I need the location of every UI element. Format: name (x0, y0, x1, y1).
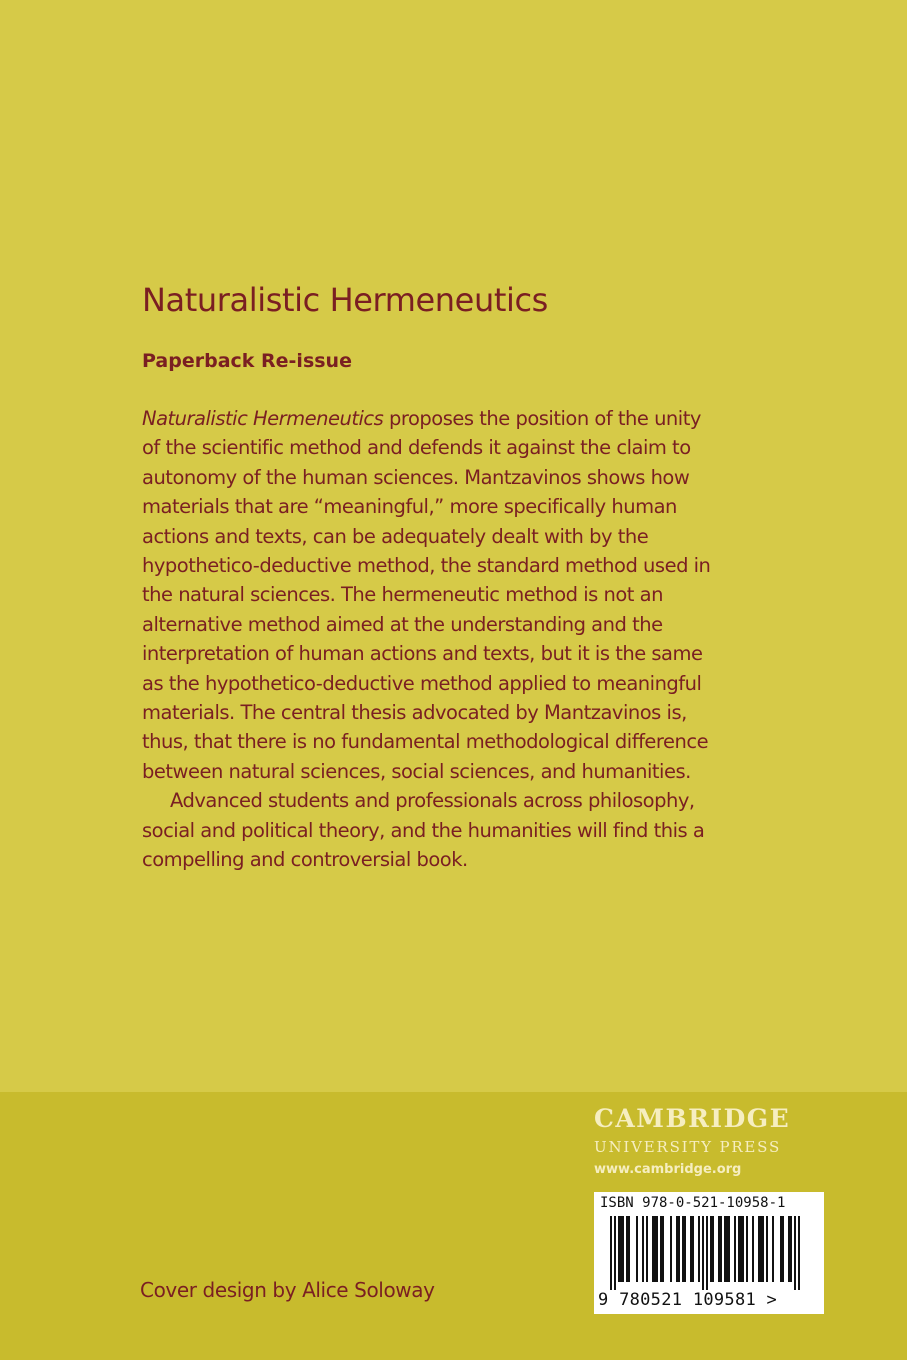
barcode-bar (758, 1216, 760, 1282)
publisher-name: CAMBRIDGE (594, 1104, 791, 1133)
barcode-bar (618, 1216, 620, 1282)
barcode-bar (726, 1216, 728, 1282)
blurb-line-text: social and political theory, and the humanities will find this a (142, 818, 705, 842)
blurb-line-text: actions and texts, can be adequately dealt with by the (142, 524, 649, 548)
barcode-bar (710, 1216, 712, 1282)
publisher-logo (594, 1103, 834, 1181)
blurb-line-text: materials. The central thesis advocated by Mantzavinos is, (142, 701, 687, 725)
barcode-bar (738, 1216, 740, 1282)
barcode-bar (752, 1216, 754, 1282)
blurb-line-text: between natural sciences, social sciences, and humanities. (142, 759, 691, 783)
barcode-bar (662, 1216, 664, 1282)
barcode-bar (798, 1216, 800, 1290)
barcode-bar (676, 1216, 678, 1282)
blurb-line-text: the natural sciences. The hermeneutic method is not an (142, 583, 663, 607)
isbn-label: ISBN 978-0-521-10958-1 (600, 1195, 786, 1211)
barcode-bar (684, 1216, 686, 1282)
barcode-bar (794, 1216, 796, 1290)
barcode-bar (740, 1216, 742, 1282)
blurb-line-text: as the hypothetico-deductive method applied to meaningful (142, 671, 702, 695)
barcode-bar (626, 1216, 628, 1282)
barcode-bar (652, 1216, 654, 1282)
blurb-line (142, 433, 762, 462)
barcode-bar (690, 1216, 692, 1282)
barcode-bar (728, 1216, 730, 1282)
blurb-line (142, 610, 762, 639)
blurb-line (142, 404, 762, 433)
barcode-bar (698, 1216, 700, 1282)
barcode-bar (702, 1216, 704, 1290)
barcode-bar (614, 1216, 616, 1290)
barcode-digits: 9 780521 109581 > (598, 1290, 778, 1310)
blurb-line (142, 845, 762, 874)
blurb-line-text: materials that are “meaningful,” more specifically human (142, 495, 677, 519)
barcode-bar (746, 1216, 748, 1282)
barcode-bar (620, 1216, 622, 1282)
barcode-bar (724, 1216, 726, 1282)
publisher-subname: UNIVERSITY PRESS (594, 1138, 782, 1156)
barcode-bar (790, 1216, 792, 1282)
publisher-url: www.cambridge.org (594, 1162, 742, 1177)
blurb-line-text: alternative method aimed at the understanding and the (142, 612, 663, 636)
barcode-bar (718, 1216, 720, 1282)
barcode-bar (628, 1216, 630, 1282)
blurb-line-text: hypothetico-deductive method, the standard method used in (142, 554, 711, 578)
barcode-bar (682, 1216, 684, 1282)
barcode-bar (654, 1216, 656, 1282)
book-title: Naturalistic Hermeneutics (142, 281, 548, 319)
barcode-bar (742, 1216, 744, 1282)
blurb-line (142, 727, 762, 756)
edition-label: Paperback Re-issue (142, 350, 352, 372)
cover-design-credit: Cover design by Alice Soloway (140, 1278, 435, 1302)
blurb-line (142, 639, 762, 668)
barcode-bar (646, 1216, 648, 1282)
isbn-barcode (594, 1192, 824, 1314)
blurb-line (142, 522, 762, 551)
barcode-bar (642, 1216, 644, 1282)
barcode-bar (762, 1216, 764, 1282)
barcode-bar (670, 1216, 672, 1282)
barcode-bar (660, 1216, 662, 1282)
barcode-bar (782, 1216, 784, 1282)
barcode-bar (656, 1216, 658, 1282)
blurb-line-text: compelling and controversial book. (142, 848, 468, 872)
blurb-line-text: interpretation of human actions and texts, but it is the same (142, 642, 703, 666)
barcode-bar (720, 1216, 722, 1282)
barcode-icon (610, 1216, 808, 1290)
barcode-bar (772, 1216, 774, 1282)
blurb-line-text: autonomy of the human sciences. Mantzavinos shows how (142, 465, 690, 489)
blurb-line (142, 698, 762, 727)
barcode-bar (678, 1216, 680, 1282)
blurb-line (142, 492, 762, 521)
barcode-bar (712, 1216, 714, 1282)
blurb-line (142, 757, 762, 786)
barcode-bar (734, 1216, 736, 1282)
blurb-line (142, 816, 762, 845)
blurb-text (142, 404, 762, 875)
blurb-line (142, 580, 762, 609)
barcode-bar (780, 1216, 782, 1282)
blurb-line-text: Advanced students and professionals across philosophy, (170, 789, 695, 813)
blurb-line (142, 463, 762, 492)
blurb-line (142, 786, 762, 815)
barcode-bar (692, 1216, 694, 1282)
blurb-line (142, 669, 762, 698)
blurb-line-text: proposes the position of the unity (383, 407, 701, 430)
barcode-bar (636, 1216, 638, 1282)
barcode-bar (622, 1216, 624, 1282)
barcode-bar (706, 1216, 708, 1290)
barcode-bar (760, 1216, 762, 1282)
blurb-line-text: thus, that there is no fundamental methodological difference (142, 730, 709, 754)
barcode-bar (766, 1216, 768, 1282)
blurb-italic-title: Naturalistic Hermeneutics (142, 407, 384, 430)
barcode-bar (610, 1216, 612, 1290)
blurb-line-text: of the scientific method and defends it against the claim to (142, 436, 691, 460)
barcode-bar (788, 1216, 790, 1282)
blurb-line (142, 551, 762, 580)
